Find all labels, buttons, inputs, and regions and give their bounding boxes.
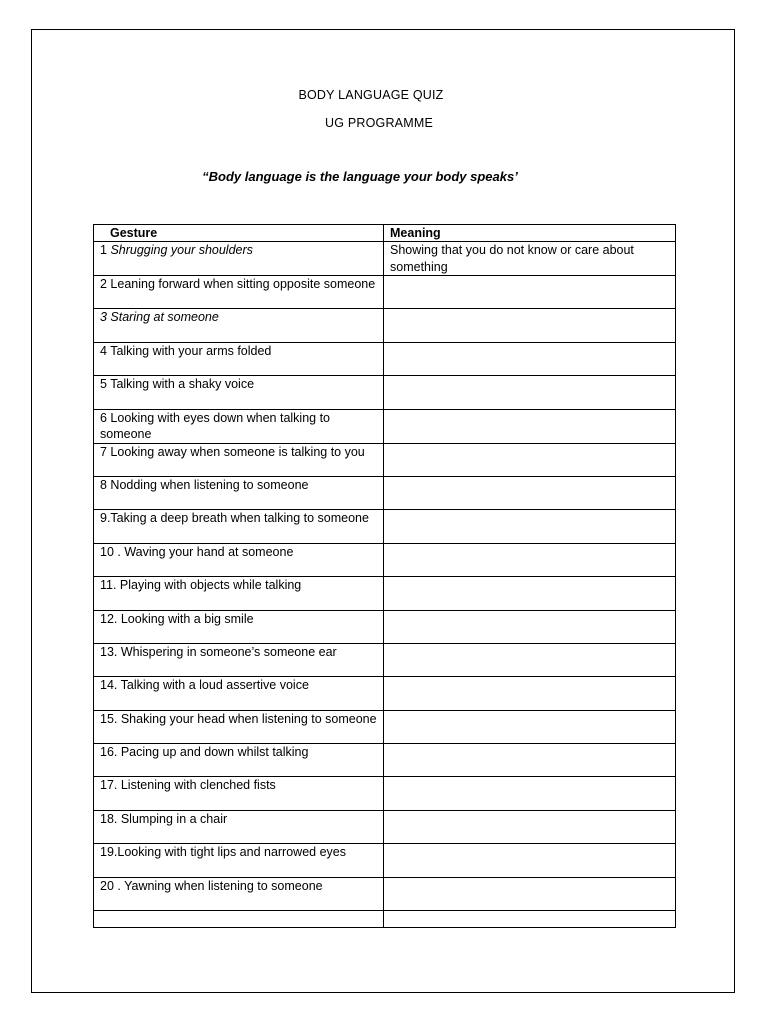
gesture-number: 1 — [100, 243, 111, 257]
gesture-text: 12. Looking with a big smile — [100, 611, 254, 626]
meaning-cell[interactable] — [384, 476, 676, 509]
gesture-cell — [94, 577, 384, 610]
gesture-text: 16. Pacing up and down whilst talking — [100, 745, 309, 760]
meaning-cell[interactable] — [384, 911, 676, 928]
table-row — [94, 810, 676, 843]
table-row — [94, 577, 676, 610]
table-row — [94, 476, 676, 509]
table-header-row — [94, 225, 676, 242]
gesture-cell — [94, 242, 384, 276]
gesture-text: 17. Listening with clenched fists — [100, 778, 276, 793]
gesture-text: 14. Talking with a loud assertive voice — [100, 678, 309, 693]
gesture-cell — [94, 710, 384, 743]
gesture-text: 9.Taking a deep breath when talking to someone — [100, 511, 369, 526]
table-row — [94, 276, 676, 309]
gesture-text: 5 Talking with a shaky voice — [100, 377, 255, 392]
table-row — [94, 677, 676, 710]
document-subtitle: UG PROGRAMME — [325, 116, 433, 130]
gesture-cell — [94, 276, 384, 309]
table-row — [94, 877, 676, 910]
gesture-text: 2 Leaning forward when sitting opposite someone — [100, 277, 376, 291]
gesture-cell — [94, 476, 384, 509]
gesture-cell — [94, 543, 384, 576]
gesture-text: 19.Looking with tight lips and narrowed eyes — [100, 845, 346, 860]
meaning-column-header: Meaning — [384, 225, 676, 242]
meaning-cell[interactable] — [384, 643, 676, 676]
table-row — [94, 643, 676, 676]
table-row — [94, 342, 676, 375]
gesture-cell — [94, 443, 384, 476]
meaning-cell[interactable] — [384, 342, 676, 375]
table-row — [94, 242, 676, 276]
meaning-cell[interactable] — [384, 877, 676, 910]
meaning-cell[interactable] — [384, 409, 676, 443]
document-quote: “Body language is the language your body speaks’ — [202, 169, 518, 184]
gesture-cell — [94, 409, 384, 443]
table-row — [94, 610, 676, 643]
quiz-table — [93, 224, 676, 928]
meaning-cell[interactable] — [384, 744, 676, 777]
meaning-cell[interactable] — [384, 844, 676, 877]
gesture-text: 4 Talking with your arms folded — [100, 343, 272, 358]
gesture-text: 13. Whispering in someone’s someone ear — [100, 644, 337, 659]
meaning-cell[interactable] — [384, 376, 676, 409]
gesture-cell — [94, 744, 384, 777]
gesture-text: 7 Looking away when someone is talking to you — [100, 444, 365, 459]
gesture-column-header: Gesture — [94, 225, 384, 242]
gesture-text: 15. Shaking your head when listening to someone — [100, 711, 377, 726]
table-row — [94, 376, 676, 409]
table-row — [94, 443, 676, 476]
table-row — [94, 309, 676, 342]
meaning-cell[interactable] — [384, 810, 676, 843]
gesture-cell — [94, 342, 384, 375]
gesture-cell — [94, 777, 384, 810]
gesture-cell — [94, 643, 384, 676]
table-row — [94, 744, 676, 777]
meaning-cell[interactable]: Showing that you do not know or care about something — [384, 242, 676, 276]
gesture-cell — [94, 877, 384, 910]
gesture-text: Shrugging your shoulders — [110, 243, 253, 257]
meaning-cell[interactable] — [384, 610, 676, 643]
gesture-text: 20 . Yawning when listening to someone — [100, 878, 323, 893]
gesture-cell — [94, 677, 384, 710]
gesture-text: 6 Looking with eyes down when talking to someone — [100, 410, 331, 442]
meaning-cell[interactable] — [384, 309, 676, 342]
meaning-cell[interactable] — [384, 710, 676, 743]
table-row — [94, 543, 676, 576]
meaning-cell[interactable] — [384, 510, 676, 543]
table-row — [94, 844, 676, 877]
meaning-cell[interactable] — [384, 577, 676, 610]
gesture-text: 18. Slumping in a chair — [100, 811, 228, 826]
meaning-cell[interactable] — [384, 677, 676, 710]
gesture-text: 11. Playing with objects while talking — [100, 578, 302, 593]
meaning-cell[interactable] — [384, 443, 676, 476]
gesture-text: 3 Staring at someone — [100, 310, 219, 325]
gesture-cell — [94, 510, 384, 543]
table-row — [94, 510, 676, 543]
meaning-cell[interactable] — [384, 543, 676, 576]
meaning-cell[interactable] — [384, 777, 676, 810]
gesture-cell — [94, 810, 384, 843]
document-title: BODY LANGUAGE QUIZ — [298, 88, 444, 102]
gesture-text: 8 Nodding when listening to someone — [100, 477, 309, 492]
table-row — [94, 777, 676, 810]
quiz-table-body — [94, 242, 676, 928]
gesture-text: 10 . Waving your hand at someone — [100, 544, 294, 559]
table-row — [94, 710, 676, 743]
table-row-empty — [94, 911, 676, 928]
gesture-cell — [94, 376, 384, 409]
meaning-cell[interactable] — [384, 276, 676, 309]
gesture-cell — [94, 610, 384, 643]
gesture-cell — [94, 309, 384, 342]
gesture-cell — [94, 911, 384, 928]
table-row — [94, 409, 676, 443]
gesture-cell — [94, 844, 384, 877]
